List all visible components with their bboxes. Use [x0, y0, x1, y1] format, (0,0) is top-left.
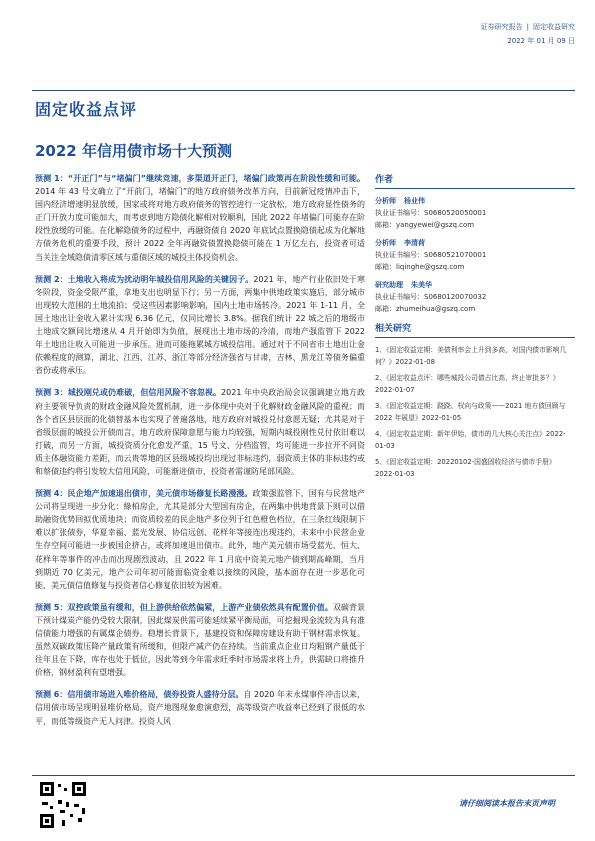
prediction-4-body: 政策强监管下，国有与民营地产公司将呈现进一步分化：綠柏房企，尤其是部分大型国有房企，在两集中供地背景下则可以借助融资优势回拟优质地块；而资质较差的民企地产多位列于红色橙色档位，在三条红线限制下难以扩张债券，华夏幸福、蓝光发展、协信远创、花样年等接连出现违约，未来中小民营企业生存空间可能进一步被国企挤占，或将加速退出债市。此外，地产美元债市场受蓝光、恒大、花样年等事件的冲击而出现剧烈波动，且 2022 年 1 月底中资美元地产债到期高峰期，当月到期近 70 亿美元，地产公司年初可能面临资金难以接续的风险，基本面存在进一步恶化可能，美元债信值修复与投资者信心修复依旧较为困难。 — [35, 489, 366, 590]
analyst-3 — [375, 279, 575, 315]
cert-label: 执业证书编号： — [375, 293, 424, 301]
report-header — [481, 20, 575, 48]
prediction-1 — [35, 172, 365, 264]
mail-link[interactable]: yangyewei@gszq.com — [396, 221, 475, 229]
prediction-5-body: 双碳背景下预计煤炭产能仍受较大限制，因此煤炭供需可能延续紧平衡局面，可挖掘现金流较为具有准信债能力增强的有属煤企债券。稳增长背景下，基建投资和保障房建设有助于钢材需求恢复。虽然双碳政策压降产量政策有所缓和，但限产减产仍在持续。当前重点企业日均粗钢产量低于往年且在下降，库存也处于低位，因此等到今年需求旺季时市场需求将上升，供需缺口将推升价格，钢材盈利有望增强。 — [35, 602, 365, 678]
analyst-role: 分析师 — [375, 239, 396, 247]
authors-heading: 作者 — [375, 172, 575, 189]
prediction-4 — [35, 487, 365, 592]
related-item-2[interactable]: 2、《固定收益点评：哪些城投公司债占比高、终止审批多？》2022-01-07 — [375, 374, 560, 394]
related-item-4[interactable]: 4、《固定收益定期：新年伊始，债市的几大核心关注点》2022-01-03 — [375, 430, 566, 450]
prediction-5-head: 预测 5：双控政策虽有缓和，但上游供给依然偏紧，上游产业债依然具有配置价值。 — [35, 602, 333, 612]
prediction-1-head: 预测 1：“开正门”与“堵偏门”继续竞速，多渠道开正门，堵偏门政策再在阶段性缓和可能。 — [35, 174, 365, 183]
header-crumb-2: 固定收益研究 — [533, 23, 575, 31]
header-separator: | — [526, 23, 529, 31]
main-content — [35, 172, 365, 737]
mail-label: 邮箱： — [375, 263, 396, 271]
footer-disclaimer: 请仔细阅读本报告末页声明 — [459, 799, 555, 808]
analyst-1 — [375, 195, 575, 231]
related-heading: 相关研究 — [375, 321, 575, 338]
prediction-3-body: 2021 年中央政治局会议强调建立地方政府主要领导负责的财政金融风险处置机制，进一步体现中央对于化解财政金融风险的重视；而各个省区县层面的化债替基本也实现了普遍落地，地方政府对城投兑付意愿无疑；尤其是对于省级层面的城投公开债而言，地方政府保障意愿与能力均较强，短期内城投刚性兑付依旧难以打破，而另一方面，城投资质分化愈发严重，15 号文、分档监管，均可能进一步拉开不同资质主体融资能力差距，而云贵等地的区县级城投均出现过非标违约，弱资质主体的非标违约或和蔡债违约将引发较大信用风险，可能渐进债市，投资者需谨防尾部风险。 — [35, 388, 365, 476]
mail-label: 邮箱： — [375, 221, 396, 229]
header-divider — [32, 90, 575, 91]
header-crumb-1: 证券研究报告 — [480, 23, 523, 31]
related-item-5[interactable]: 5、《固定收益定期：20220102-国盛固收经济与债市手册》2022-01-03 — [375, 458, 556, 478]
mail-link[interactable]: zhumeihua@gszq.com — [396, 305, 476, 313]
cert-label: 执业证书编号： — [375, 209, 424, 217]
analyst-name: 李清荷 — [404, 239, 425, 247]
prediction-3 — [35, 386, 365, 478]
analyst-2 — [375, 237, 575, 273]
cert-number: S0680120070032 — [424, 293, 487, 301]
cert-number: S0680520050001 — [424, 209, 487, 217]
analyst-role: 研究助理 — [375, 281, 403, 289]
prediction-2 — [35, 273, 365, 378]
prediction-2-body: 2021 年，地产行业依旧处于寒冬阶段，资金受限严重，拿地支出也明显下行；另一方面，两集中供地政策实施后，部分城市出现较大范围的土地流拍；受这些因素影响影响，国内土地市场转冷。2021 年 1-11 月，全国土地出让金收入累计实现 6.36 亿元，仅同比增长 3.8%。据我们统计 22 城之后的地级市土地成交额同比增速从 4 月开始即为负值，展现出土地市场的冷清，而地产强监管下 2022 年土地出让收入可能进一步承压。进而可能拖累城方城投信用。通过对于不同省市土地出让金依赖程度的测算，湖北、江西、江苏、浙江等部分经济强省与甘肃，吉林、黑龙江等债务偏重省份或将承压。 — [35, 274, 365, 376]
prediction-6 — [35, 688, 365, 727]
prediction-6-head: 预测 6：信用债市场进入唯价格局，债券投资人盛待分层。 — [35, 690, 244, 700]
prediction-1-body: 2014 年 43 号文确立了“开前门，堵偏门”的地方政府债务改革方向，目前新冠疫情冲击下，国内经济增速明显放缓，国家或将对地方政府债务的管控进行一定放松，地方政府显性债务的正门开放力度可能加大，而考虑到地方隐债化解相对较顺利，国此 2022 年堵偏门可能存在阶段性放缓的可能。在化解隐债务的过程中，再融资债自 2020 年底试点置换隐债起成为化解地方债务危机的重要手段，预计 2022 全年再融资债置换隐债可能在 1 万亿左右，投资者可适当关注全域隐债清零区域与重债区域的城投主体投资机会。 — [35, 187, 365, 262]
prediction-4-head: 预测 4：民企地产加速退出债市，美元债市场修复长路漫漫。 — [35, 489, 253, 499]
page-title: 2022 年信用债市场十大预测 — [35, 142, 232, 160]
cert-number: S0680521070001 — [424, 251, 487, 259]
prediction-6-body: 自 2020 年末永煤事件冲击以来，信用债市场呈现明显唯价格局，资产地图现象愈演愈烈，高等级资产收益率已经到了很低的水平，而低等级资产无人问津。投资人风 — [35, 690, 365, 726]
analyst-name: 杨业伟 — [404, 197, 425, 205]
analyst-name: 朱美华 — [411, 281, 432, 289]
prediction-3-head: 预测 3：城投刚兑或仍难破，但信用风险不容忽视。 — [35, 388, 222, 398]
related-item-1[interactable]: 1、《固定收益定期：美债利率会上升到多高，对国内债市影响几何？》2022-01-08 — [375, 346, 567, 366]
doc-type-title: 固定收益点评 — [35, 100, 138, 119]
qr-code-icon — [38, 780, 88, 830]
cert-label: 执业证书编号： — [375, 251, 424, 259]
mail-label: 邮箱： — [375, 305, 396, 313]
report-date: 2022 年 01 月 09 日 — [507, 37, 575, 45]
related-item-3[interactable]: 3、《固定收益定期：跷跷、权向与政策——2021 地方债回顾与 2022 年展望》2022-01-05 — [375, 402, 566, 422]
sidebar — [375, 172, 575, 484]
analyst-role: 分析师 — [375, 197, 396, 205]
mail-link[interactable]: liqinghe@gszq.com — [396, 263, 465, 271]
prediction-2-head: 预测 2：土地收入将成为扰动明年城投信用风险的关键因子。 — [35, 274, 254, 284]
prediction-5 — [35, 601, 365, 680]
